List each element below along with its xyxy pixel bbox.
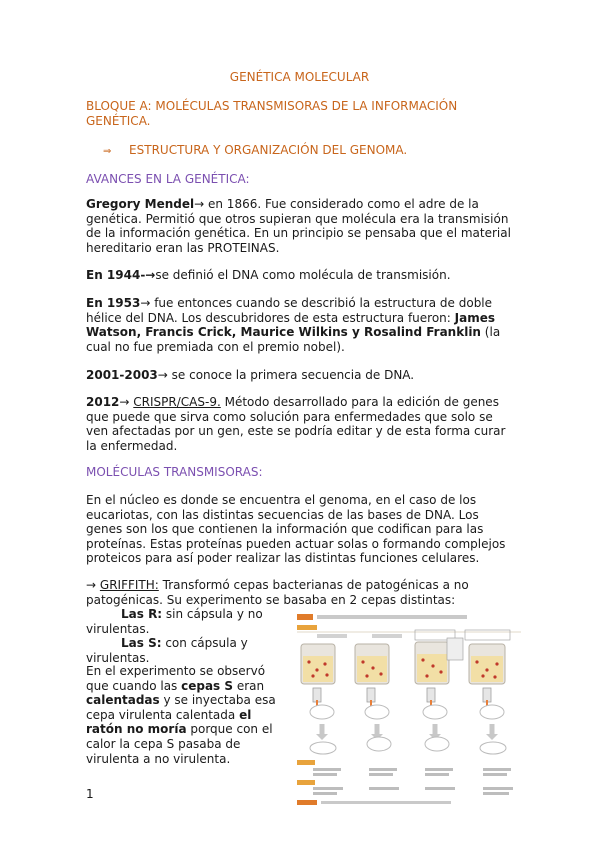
y2001-text: se conoce la primera secuencia de DNA.: [167, 368, 415, 382]
document-title: GENÉTICA MOLECULAR: [229, 70, 370, 84]
strain-r-label: Las R:: [121, 607, 163, 621]
strain-r: [86, 607, 290, 636]
arrow-icon: →: [157, 368, 168, 382]
y1953-paragraph: [86, 296, 516, 354]
experiment-text: En el experimento se observó que cuando las: [86, 664, 266, 693]
arrow-icon: →: [140, 296, 151, 310]
y2001-label: 2001-2003: [86, 368, 158, 382]
strain-s: [86, 636, 290, 665]
griffith-text: Transformó cepas bacterianas de patogénicas a no patogénicas. Su experimento se basaba en 2 cepas distintas:: [86, 578, 469, 607]
y1953-text: fue entonces cuando se describió la estructura de doble hélice del DNA. Los descubridores de esta estructura fueron:: [86, 296, 493, 325]
y2012-label: 2012: [86, 395, 120, 409]
crispr-link[interactable]: CRISPR/CAS-9.: [133, 395, 221, 409]
experiment-bold: el ratón no moría: [86, 707, 252, 737]
arrow-icon: →: [86, 578, 97, 592]
y1953-names: James Watson, Francis Crick, Maurice Wilkins y Rosalind Franklin: [86, 310, 496, 340]
strain-s-label: Las S:: [121, 636, 162, 650]
page-number: 1: [86, 787, 94, 801]
y1944-label: En 1944-: [86, 268, 146, 282]
experiment-bold: calentadas: [86, 693, 160, 708]
mendel-paragraph: [86, 197, 516, 255]
moleculas-heading: MOLÉCULAS TRANSMISORAS:: [86, 465, 263, 479]
section-title: ESTRUCTURA Y ORGANIZACIÓN DEL GENOMA.: [129, 143, 408, 157]
mendel-name: Gregory Mendel: [86, 197, 195, 211]
y1944-text: se definió el DNA como molécula de transmisión.: [155, 268, 451, 282]
experiment-text: y se inyectaba esa cepa virulenta calentada: [86, 693, 276, 722]
experiment-text: porque con el calor la cepa S pasaba de virulenta a no virulenta.: [86, 722, 273, 766]
y1953-label: En 1953: [86, 296, 141, 310]
griffith-experiment-figure: [297, 612, 521, 810]
avances-heading: AVANCES EN LA GENÉTICA:: [86, 172, 250, 186]
strain-r-text: sin cápsula y no virulentas.: [86, 607, 263, 636]
bloque-title: BLOQUE A: MOLÉCULAS TRANSMISORAS DE LA INFORMACIÓN GENÉTICA.: [86, 99, 458, 128]
experiment-text: eran: [233, 678, 265, 693]
griffith-diagram-icon: [297, 612, 521, 810]
y1944-paragraph: [86, 268, 516, 283]
section-heading: [103, 143, 407, 160]
experiment-bold: cepas S: [181, 678, 234, 693]
griffith-name: GRIFFITH:: [99, 578, 159, 592]
y2001-paragraph: [86, 368, 516, 383]
double-arrow-icon: ⇒: [103, 146, 112, 157]
arrow-icon: →: [145, 268, 156, 282]
arrow-icon: →: [194, 197, 205, 211]
griffith-intro: [86, 578, 516, 607]
arrow-icon: →: [119, 395, 130, 409]
experiment-paragraph: [86, 664, 282, 766]
nucleo-paragraph: En el núcleo es donde se encuentra el genoma, en el caso de los eucariotas, con las distintas secuencias de las bases de DNA. Los genes son los que contienen la información que codifican para las proteínas. Estas proteínas pueden actuar solas o formando complejos proteicos para así poder realizar las distintas funciones celulares.: [86, 493, 506, 566]
strain-s-text: con cápsula y virulentas.: [86, 636, 248, 665]
y2012-text: Método desarrollado para la edición de genes que puede que sirva como solución para enfermedades que solo se ven afectadas por un gen, este se podría editar y de esta forma curar la enfermedad.: [86, 395, 506, 453]
mendel-text: en 1866. Fue considerado como el adre de la genética. Permitió que otros supieran que molécula era la transmisión de la información genética. En un principio se pensaba que el material hereditario eran las PROTEINAS.: [86, 197, 511, 255]
y1953-text2: (la cual no fue premiada con el premio nobel).: [86, 325, 501, 354]
y2012-paragraph: [86, 395, 516, 453]
